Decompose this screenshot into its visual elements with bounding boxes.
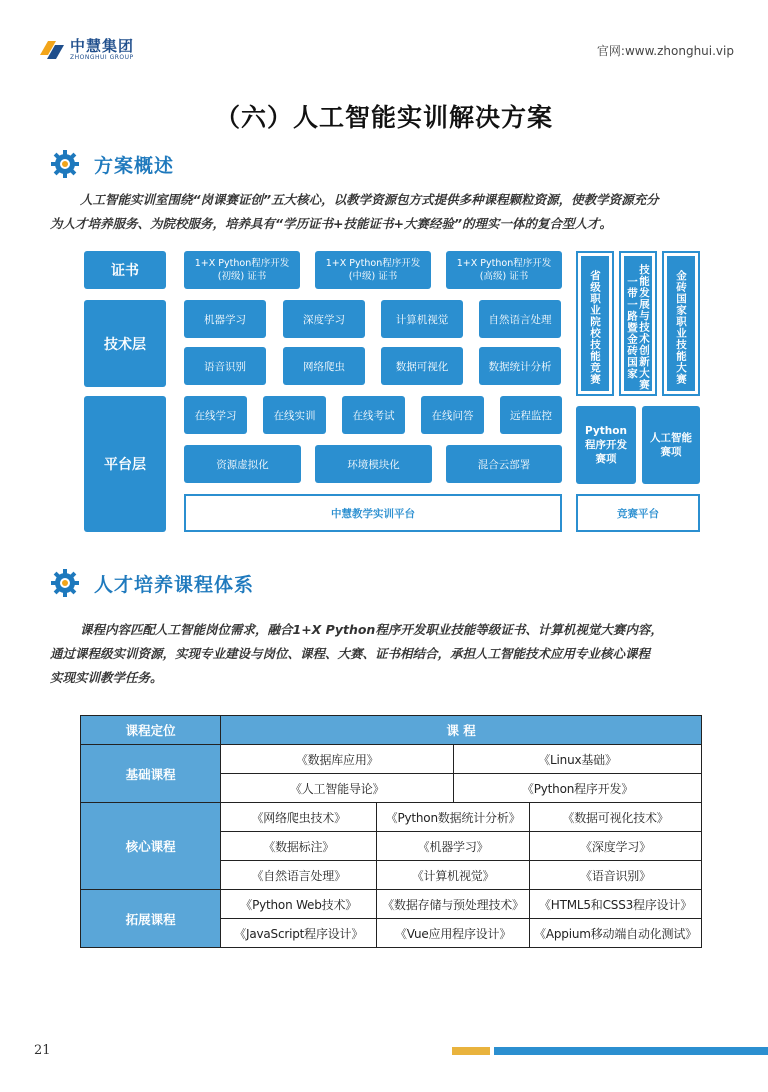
platform-online-learning: 在线学习 — [184, 396, 247, 434]
table-row — [81, 745, 702, 774]
competition-provincial — [576, 251, 614, 396]
table-row — [81, 890, 702, 919]
table-cell: 《Linux基础》 — [454, 745, 702, 774]
footer-bar-blue — [494, 1047, 768, 1055]
table-cell: 《Appium移动端自动化测试》 — [530, 919, 702, 948]
table-cell: 《Vue应用程序设计》 — [377, 919, 530, 948]
competition-belt-road-text: 技能发展与技术创新大赛 一带一路暨金砖国家 — [626, 264, 650, 391]
table-cell: 《人工智能导论》 — [221, 774, 454, 803]
table-cell: 《计算机视觉》 — [377, 861, 530, 890]
platform-online-qa: 在线问答 — [421, 396, 484, 434]
website-url[interactable]: 官网:www.zhonghui.vip — [596, 44, 734, 58]
table-header-row — [81, 716, 702, 745]
comp-platform-box: 竞赛平台 — [576, 494, 700, 532]
platform-online-training: 在线实训 — [263, 396, 326, 434]
header-course: 课 程 — [221, 716, 702, 745]
curriculum-line-2: 通过课程级实训资源，实现专业建设与岗位、课程、大赛、证书相结合，承担人工智能技术应用专业核心课程 — [50, 646, 651, 661]
tech-deep-learning: 深度学习 — [283, 300, 365, 338]
course-table — [80, 715, 702, 948]
tech-machine-learning: 机器学习 — [184, 300, 266, 338]
page-number: 21 — [34, 1043, 51, 1058]
core-course-label: 核心课程 — [81, 803, 221, 890]
tech-data-visualization: 数据可视化 — [381, 347, 463, 385]
overview-line-2: 为人才培养服务、为院校服务，培养具有“学历证书+技能证书+大赛经验”的理实一体的复合型人才。 — [50, 216, 613, 231]
platform-row-label: 平台层 — [84, 396, 166, 532]
competition-brics-text: 金砖国家职业技能大赛 — [675, 270, 687, 385]
header-position: 课程定位 — [81, 716, 221, 745]
section-title-overview: 方案概述 — [94, 154, 175, 177]
tech-computer-vision: 计算机视觉 — [381, 300, 463, 338]
tech-web-crawler: 网络爬虫 — [283, 347, 365, 385]
table-cell: 《Python Web技术》 — [221, 890, 377, 919]
overview-line-1: 人工智能实训室围绕“岗课赛证创”五大核心，以教学资源包方式提供多种课程颗粒资源，使教学资源充分 — [80, 192, 659, 207]
table-cell: 《语音识别》 — [530, 861, 702, 890]
logo-name: 中慧集团 — [70, 36, 135, 55]
platform-env-modular: 环境模块化 — [315, 445, 432, 483]
overview-paragraph — [50, 188, 730, 236]
logo-subtitle: ZHONGHUI GROUP — [70, 53, 134, 61]
tech-data-statistics: 数据统计分析 — [479, 347, 561, 385]
cert-intermediate: 1+X Python程序开发 (中级) 证书 — [315, 251, 431, 289]
table-cell: 《网络爬虫技术》 — [221, 803, 377, 832]
competition-brics — [662, 251, 700, 396]
table-cell: 《数据标注》 — [221, 832, 377, 861]
page-title: （六）人工智能实训解决方案 — [214, 103, 553, 132]
curriculum-line-3: 实现实训教学任务。 — [50, 670, 163, 685]
section-title-curriculum: 人才培养课程体系 — [94, 573, 255, 596]
table-cell: 《数据库应用》 — [221, 745, 454, 774]
section-heading-curriculum — [50, 568, 254, 598]
competition-provincial-text: 省级职业院校技能竞赛 — [589, 270, 601, 385]
cert-row-label: 证书 — [84, 251, 166, 289]
logo-mark-icon — [38, 37, 66, 63]
table-cell: 《自然语言处理》 — [221, 861, 377, 890]
basic-course-label: 基础课程 — [81, 745, 221, 803]
table-row — [81, 803, 702, 832]
platform-online-exam: 在线考试 — [342, 396, 405, 434]
footer-bar-gold — [452, 1047, 490, 1055]
platform-remote-monitor: 远程监控 — [500, 396, 562, 434]
table-cell: 《Python数据统计分析》 — [377, 803, 530, 832]
platform-hybrid-cloud: 混合云部署 — [446, 445, 562, 483]
curriculum-line-1: 课程内容匹配人工智能岗位需求，融合1+X Python程序开发职业技能等级证书、计算机视觉大赛内容， — [80, 622, 663, 637]
platform-base-box: 中慧教学实训平台 — [184, 494, 562, 532]
company-logo — [38, 36, 134, 64]
table-cell: 《机器学习》 — [377, 832, 530, 861]
table-cell: 《HTML5和CSS3程序设计》 — [530, 890, 702, 919]
gear-icon — [50, 149, 80, 179]
table-cell: 《JavaScript程序设计》 — [221, 919, 377, 948]
platform-resource-virtualization: 资源虚拟化 — [184, 445, 301, 483]
section-heading-overview — [50, 149, 174, 179]
tech-row-label: 技术层 — [84, 300, 166, 387]
solution-architecture-diagram — [84, 249, 702, 534]
table-cell: 《数据可视化技术》 — [530, 803, 702, 832]
tech-speech-recognition: 语音识别 — [184, 347, 266, 385]
gear-icon — [50, 568, 80, 598]
table-cell: 《深度学习》 — [530, 832, 702, 861]
cert-primary: 1+X Python程序开发 (初级) 证书 — [184, 251, 300, 289]
curriculum-paragraph — [50, 618, 730, 690]
comp-ai-item: 人工智能 赛项 — [642, 406, 700, 484]
cert-advanced: 1+X Python程序开发 (高级) 证书 — [446, 251, 562, 289]
extended-course-label: 拓展课程 — [81, 890, 221, 948]
comp-python-item: Python 程序开发 赛项 — [576, 406, 636, 484]
table-cell: 《数据存储与预处理技术》 — [377, 890, 530, 919]
competition-belt-road — [619, 251, 657, 396]
tech-nlp: 自然语言处理 — [479, 300, 561, 338]
table-cell: 《Python程序开发》 — [454, 774, 702, 803]
